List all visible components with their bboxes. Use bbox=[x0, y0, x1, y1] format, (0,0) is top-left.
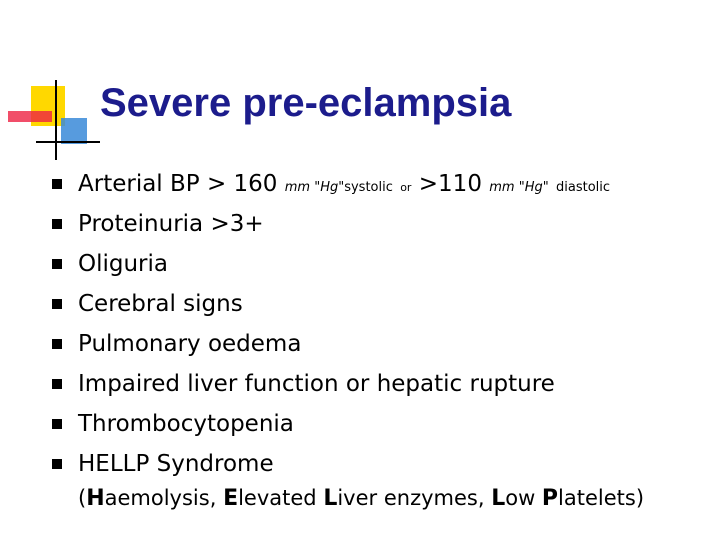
hellp-h-rest: aemolysis, bbox=[104, 486, 224, 510]
square-bullet-icon bbox=[52, 339, 62, 349]
bullet-text: Pulmonary oedema bbox=[78, 331, 302, 357]
bullet-thrombocytopenia bbox=[52, 404, 610, 444]
bullet-liver-function bbox=[52, 364, 610, 404]
bullet-text: Thrombocytopenia bbox=[78, 411, 294, 437]
square-bullet-icon bbox=[52, 379, 62, 389]
square-bullet-icon bbox=[52, 419, 62, 429]
hellp-e-rest: levated bbox=[238, 486, 324, 510]
bullet-text: Impaired liver function or hepatic rupture bbox=[78, 371, 555, 397]
hellp-h: H bbox=[86, 486, 105, 511]
hellp-definition bbox=[78, 478, 644, 519]
bullet-pulmonary-oedema bbox=[52, 324, 610, 364]
bullet-proteinuria bbox=[52, 204, 610, 244]
hellp-l: L bbox=[323, 486, 338, 511]
bullet-cerebral-signs bbox=[52, 284, 610, 324]
square-bullet-icon bbox=[52, 219, 62, 229]
hellp-p: P bbox=[541, 486, 559, 511]
bp-or: or bbox=[400, 181, 412, 194]
bullet-text: HELLP Syndrome bbox=[78, 451, 274, 477]
square-bullet-icon bbox=[52, 259, 62, 269]
bp-value-2: >110 bbox=[418, 171, 482, 197]
bullet-text: Oliguria bbox=[78, 251, 169, 277]
bullet-text: Proteinuria >3+ bbox=[78, 211, 264, 237]
hellp-l2: L bbox=[491, 486, 506, 511]
hellp-e: E bbox=[223, 486, 239, 511]
logo-red-bar bbox=[8, 111, 52, 122]
slide-title: Severe pre-eclampsia bbox=[100, 81, 512, 125]
bullet-text: Cerebral signs bbox=[78, 291, 243, 317]
hellp-open-paren: ( bbox=[78, 486, 87, 510]
square-bullet-icon bbox=[52, 299, 62, 309]
bullet-arterial-bp bbox=[52, 164, 610, 204]
logo-blue-square bbox=[61, 118, 87, 144]
hellp-l-rest: iver enzymes, bbox=[337, 486, 492, 510]
bp-unit-2: mm "Hg" bbox=[489, 180, 549, 195]
bullet-list bbox=[52, 164, 610, 484]
slide-logo-decoration bbox=[0, 0, 100, 170]
hellp-l2-rest: ow bbox=[505, 486, 542, 510]
bp-label-diastolic: diastolic bbox=[556, 180, 611, 195]
square-bullet-icon bbox=[52, 459, 62, 469]
square-bullet-icon bbox=[52, 179, 62, 189]
bp-label-systolic: systolic bbox=[344, 180, 393, 195]
bp-main: Arterial BP > 160 bbox=[78, 171, 278, 197]
bp-unit-1: mm "Hg" bbox=[284, 180, 345, 195]
hellp-p-rest: latelets) bbox=[558, 486, 645, 510]
bullet-oliguria bbox=[52, 244, 610, 284]
